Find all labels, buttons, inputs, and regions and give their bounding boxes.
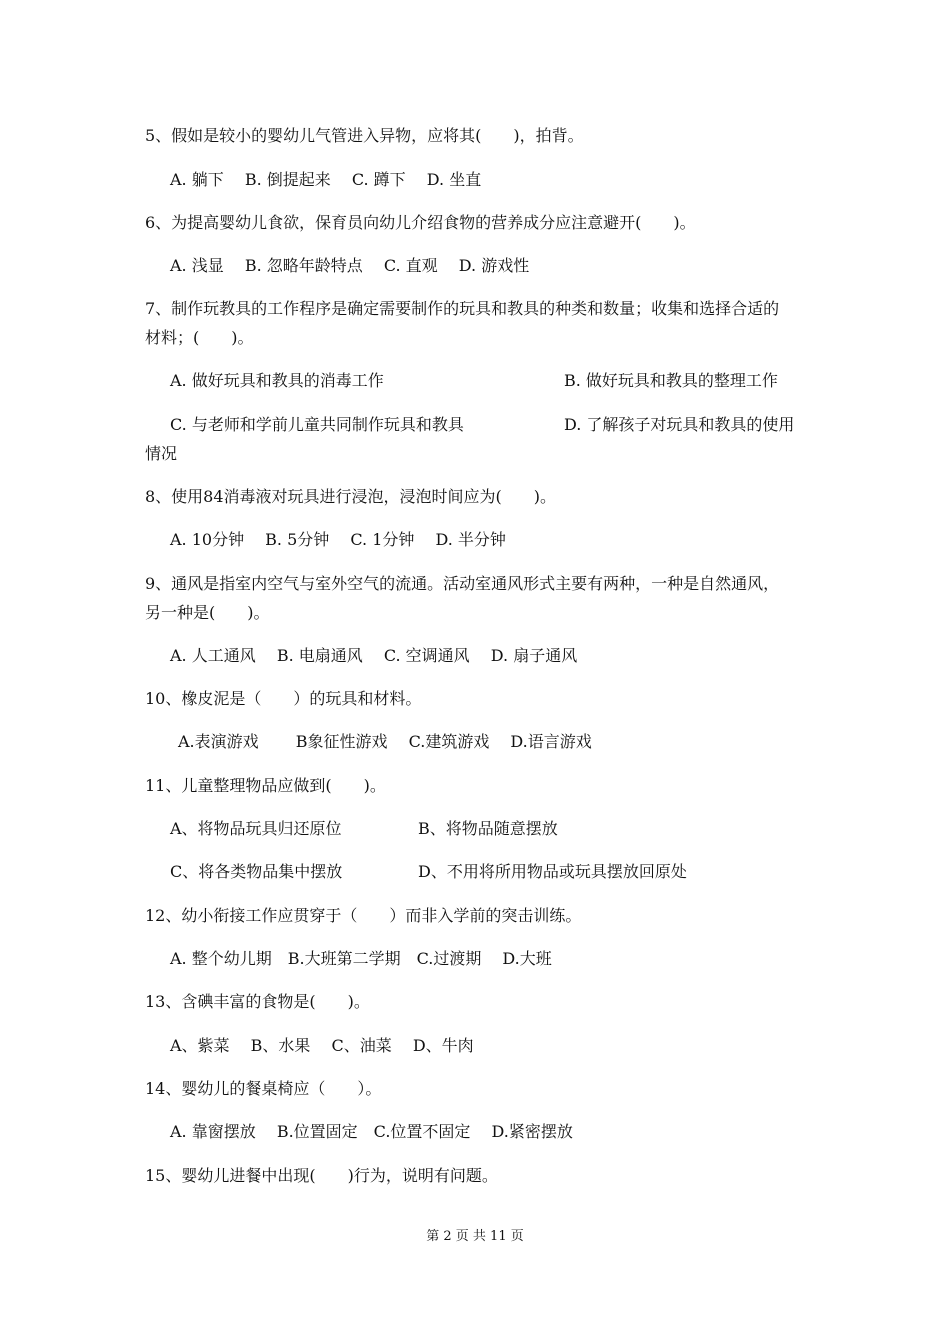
question-11-stem: 11、儿童整理物品应做到( )。 <box>145 776 386 795</box>
question-12-stem: 12、幼小衔接工作应贯穿于（ ）而非入学前的突击训练。 <box>145 906 582 925</box>
question-10-options: A.表演游戏 B象征性游戏 C.建筑游戏 D.语言游戏 <box>178 732 592 751</box>
question-14-stem: 14、婴幼儿的餐桌椅应（ ）。 <box>145 1079 382 1098</box>
question-13-stem: 13、含碘丰富的食物是( )。 <box>145 992 370 1011</box>
question-11-option-c: C、将各类物品集中摆放 <box>170 862 343 881</box>
question-6-options: A. 浅显 B. 忽略年龄特点 C. 直观 D. 游戏性 <box>170 256 530 275</box>
question-5-options: A. 躺下 B. 倒提起来 C. 蹲下 D. 坐直 <box>170 170 482 189</box>
question-7-option-b: B. 做好玩具和教具的整理工作 <box>564 371 778 390</box>
question-7-option-d-continued: 情况 <box>145 444 178 463</box>
question-10-stem: 10、橡皮泥是（ ）的玩具和材料。 <box>145 689 422 708</box>
question-9-stem-line2: 另一种是( )。 <box>145 603 270 622</box>
question-9-stem-line1: 9、通风是指室内空气与室外空气的流通。活动室通风形式主要有两种，一种是自然通风， <box>145 574 780 593</box>
question-13-options: A、紫菜 B、水果 C、油菜 D、牛肉 <box>170 1036 474 1055</box>
question-5-stem: 5、假如是较小的婴幼儿气管进入异物，应将其( )，拍背。 <box>145 126 584 145</box>
question-6-stem: 6、为提高婴幼儿食欲，保育员向幼儿介绍食物的营养成分应注意避开( )。 <box>145 213 696 232</box>
page-footer: 第 2 页 共 11 页 <box>426 1229 524 1244</box>
question-7-stem-line1: 7、制作玩教具的工作程序是确定需要制作的玩具和教具的种类和数量；收集和选择合适的 <box>145 299 780 318</box>
question-11-option-a: A、将物品玩具归还原位 <box>170 819 342 838</box>
question-7-stem-line2: 材料；( )。 <box>145 328 254 347</box>
question-9-options: A. 人工通风 B. 电扇通风 C. 空调通风 D. 扇子通风 <box>170 646 578 665</box>
question-15-stem: 15、婴幼儿进餐中出现( )行为，说明有问题。 <box>145 1166 498 1185</box>
question-8-options: A. 10分钟 B. 5分钟 C. 1分钟 D. 半分钟 <box>170 530 506 549</box>
question-7-option-c: C. 与老师和学前儿童共同制作玩具和教具 <box>170 415 464 434</box>
question-12-options: A. 整个幼儿期 B.大班第二学期 C.过渡期 D.大班 <box>170 949 552 968</box>
question-8-stem: 8、使用84消毒液对玩具进行浸泡，浸泡时间应为( )。 <box>145 487 557 506</box>
question-14-options: A. 靠窗摆放 B.位置固定 C.位置不固定 D.紧密摆放 <box>170 1122 573 1141</box>
question-7-option-a: A. 做好玩具和教具的消毒工作 <box>170 371 384 390</box>
question-11-option-d: D、不用将所用物品或玩具摆放回原处 <box>418 862 687 881</box>
question-11-option-b: B、将物品随意摆放 <box>418 819 558 838</box>
question-7-option-d: D. 了解孩子对玩具和教具的使用 <box>564 415 795 434</box>
